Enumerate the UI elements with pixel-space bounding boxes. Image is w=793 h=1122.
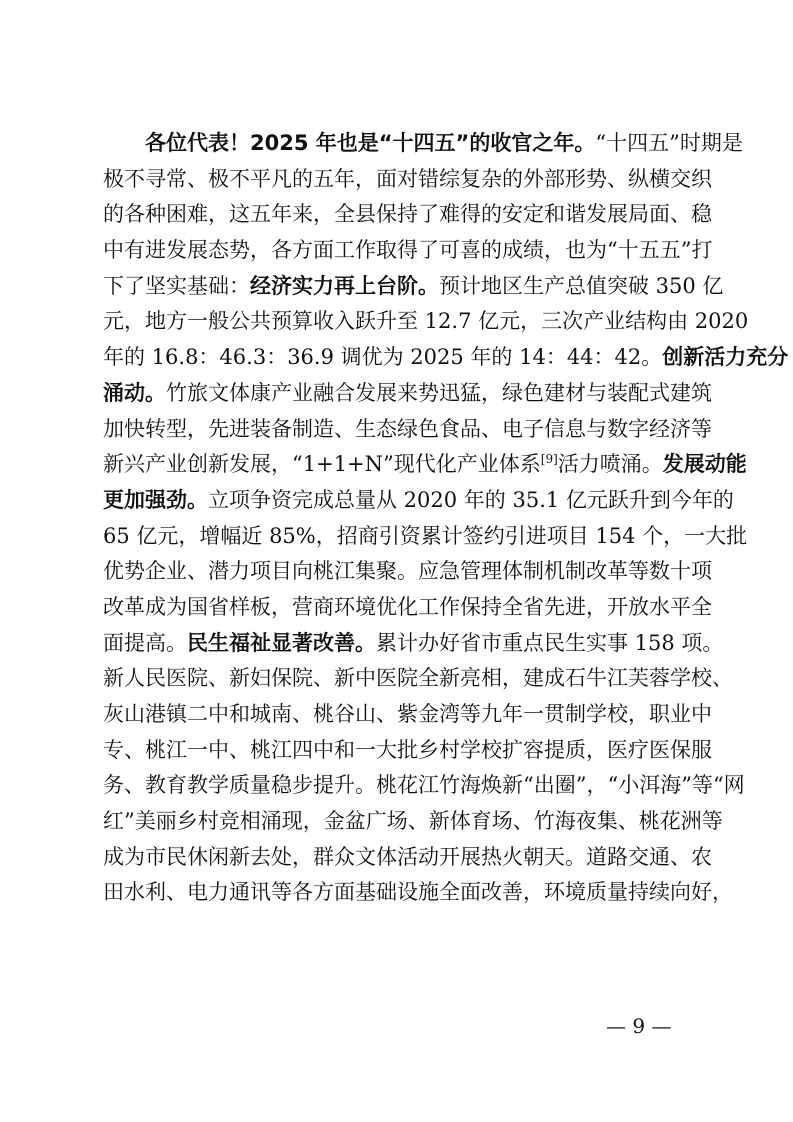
body-text: 立项争资完成总量从 2020 年的 35.1 亿元跃升到今年的 (208, 487, 734, 512)
body-text: 年的 16.8：46.3：36.9 调优为 2025 年的 14：44：42。 (103, 345, 663, 370)
body-text: 预计地区生产总值突破 350 亿 (439, 273, 724, 298)
bold-heading-text: 更加强劲。 (103, 487, 208, 512)
body-text: 成为市民休闲新去处，群众文体活动开展热火朝天。道路交通、农 (103, 844, 712, 869)
text-line (103, 197, 712, 233)
text-line (103, 840, 712, 876)
text-line (103, 483, 734, 519)
body-text: 加快转型，先进装备制造、生态绿色食品、电子信息与数字经济等 (103, 416, 712, 441)
text-line (103, 519, 748, 555)
text-line (103, 804, 723, 840)
body-paragraph (103, 126, 789, 911)
body-text: 灰山港镇二中和城南、桃谷山、紫金湾等九年一贯制学校，职业中 (103, 702, 712, 726)
text-line (103, 661, 733, 697)
body-text: 新兴产业创新发展，“1+1+N”现代化产业体系 (103, 452, 541, 477)
bold-heading-text: 涌动。 (103, 380, 166, 405)
text-line (103, 162, 712, 198)
body-text: 累计办好省市重点民生实事 158 项。 (376, 630, 724, 655)
text-line (103, 768, 745, 804)
text-line (103, 554, 712, 590)
text-line (103, 269, 724, 305)
body-text: 下了坚实基础： (103, 273, 250, 298)
text-line (103, 412, 712, 448)
text-line (103, 340, 789, 376)
bold-heading-text: 发展动能 (662, 452, 747, 477)
body-text: 新人民医院、新妇保院、新中医院全新亮相，建成石牛江芙蓉学校、 (103, 666, 733, 691)
text-line (103, 447, 747, 483)
text-line (103, 733, 712, 769)
text-line (103, 875, 733, 911)
body-text: 的各种困难，这五年来，全县保持了难得的安定和谐发展局面、稳 (103, 202, 712, 227)
body-text: 优势企业、潜力项目向桃江集聚。应急管理体制机制改革等数十项 (103, 559, 712, 584)
body-text: 竹旅文体康产业融合发展来势迅猛，绿色建材与装配式建筑 (166, 380, 712, 405)
body-text: 65 亿元，增幅近 85%，招商引资累计签约引进项目 154 个，一大批 (103, 523, 748, 548)
body-text: 活力喷涌。 (557, 452, 663, 477)
body-text: 务、教育教学质量稳步提升。桃花江竹海焕新“出圈”，“小洱海”等“网 (103, 773, 745, 798)
page-number: — 9 — (606, 1014, 672, 1038)
body-text: 红”美丽乡村竞相涌现，金盆广场、新体育场、竹海夜集、桃花洲等 (103, 809, 723, 834)
body-text: 极不寻常、极不平凡的五年，面对错综复杂的外部形势、纵横交织 (103, 166, 712, 191)
text-line (103, 233, 713, 269)
footnote-reference: [9] (540, 452, 558, 467)
bold-heading-text: 经济实力再上台阶。 (250, 273, 439, 298)
text-line (103, 590, 712, 626)
body-text: 面提高。 (103, 630, 187, 655)
body-text: 元，地方一般公共预算收入跃升至 12.7 亿元，三次产业结构由 2020 (103, 309, 749, 334)
text-line (103, 376, 712, 412)
body-text: 专、桃江一中、桃江四中和一大批乡村学校扩容提质，医疗医保服 (103, 737, 712, 762)
body-text: 改革成为国省样板，营商环境优化工作保持全省先进，开放水平全 (103, 594, 712, 619)
text-line (103, 126, 743, 162)
body-text: “十四五”时期是 (595, 131, 743, 155)
bold-heading-text: 各位代表！2025 年也是“十四五”的收官之年。 (145, 131, 596, 155)
text-line (103, 304, 749, 340)
bold-heading-text: 创新活力充分 (662, 345, 789, 370)
text-line (103, 697, 712, 733)
body-text: 田水利、电力通讯等各方面基础设施全面改善，环境质量持续向好， (103, 880, 733, 905)
text-line (103, 626, 724, 662)
bold-heading-text: 民生福祉显著改善。 (187, 630, 376, 655)
body-text: 中有进发展态势，各方面工作取得了可喜的成绩，也为“十五五”打 (103, 238, 713, 263)
